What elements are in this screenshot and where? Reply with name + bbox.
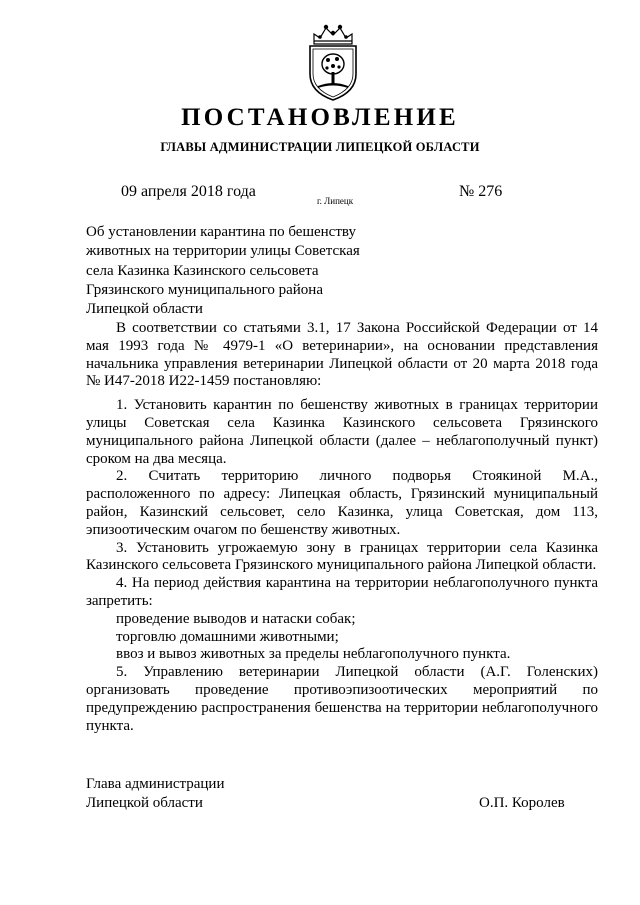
item-4-sub-2: торговлю домашними животными;	[116, 628, 339, 645]
document-date: 09 апреля 2018 года	[121, 183, 256, 200]
document-number: № 276	[459, 183, 503, 200]
item-4-sub-3: ввоз и вывоз животных за пределы неблагополучного пункта.	[116, 646, 511, 663]
signer-position-line: Глава администрации	[86, 776, 225, 792]
item-5: 5. Управлению ветеринарии Липецкой области (А.Г. Голенских) организовать проведение противоэпизоотических мероприятий по предупреждению распространения бешенства на территории неблагополучного пункта.	[86, 664, 598, 734]
subject-line: села Казинка Казинского сельсовета	[86, 262, 319, 279]
subject-line: Грязинского муниципального района	[86, 281, 323, 298]
document-title: ПОСТАНОВЛЕНИЕ	[181, 104, 459, 131]
item-2: 2. Считать территорию личного подворья Стоякиной М.А., расположенного по адресу: Липецкая область, Грязинский муниципальный район, Казинский сельсовет, село Казинка, улица Советская, дом 113, эпизоотическим очагом по бешенству животных.	[86, 468, 598, 538]
document-subject	[86, 223, 386, 319]
signer-name: О.П. Королев	[479, 795, 565, 811]
document-issuer: ГЛАВЫ АДМИНИСТРАЦИИ ЛИПЕЦКОЙ ОБЛАСТИ	[160, 140, 480, 154]
subject-line: Липецкой области	[86, 301, 203, 318]
signer-position-line: Липецкой области	[86, 795, 203, 811]
subject-line: Об установлении карантина по бешенству	[86, 224, 356, 240]
lipetsk-oblast-coat-of-arms-icon	[300, 22, 366, 102]
item-4: 4. На период действия карантина на территории неблагополучного пункта запретить:	[86, 575, 598, 609]
subject-line: животных на территории улицы Советская	[86, 243, 360, 260]
preamble-paragraph: В соответствии со статьями 3.1, 17 Закона Российской Федерации от 14 мая 1993 года № 4979-1 «О ветеринарии», на основании представления начальника управления ветеринарии Липецкой области от 20 марта 2018 года № И47-2018 И22-1459 постановляю:	[86, 320, 598, 390]
document-body	[86, 320, 598, 735]
item-4-sub-1: проведение выводов и натаски собак;	[116, 610, 356, 627]
signer-position	[86, 775, 224, 813]
item-1: 1. Установить карантин по бешенству животных в границах территории улицы Советская села Казинка Казинского сельсовета Грязинского муниципального района Липецкой области (далее – неблагополучный пункт) сроком на два месяца.	[86, 397, 598, 467]
item-3: 3. Установить угрожаемую зону в границах территории села Казинка Казинского сельсовета Грязинского муниципального района Липецкой области.	[86, 539, 598, 574]
document-place: г. Липецк	[317, 196, 354, 206]
